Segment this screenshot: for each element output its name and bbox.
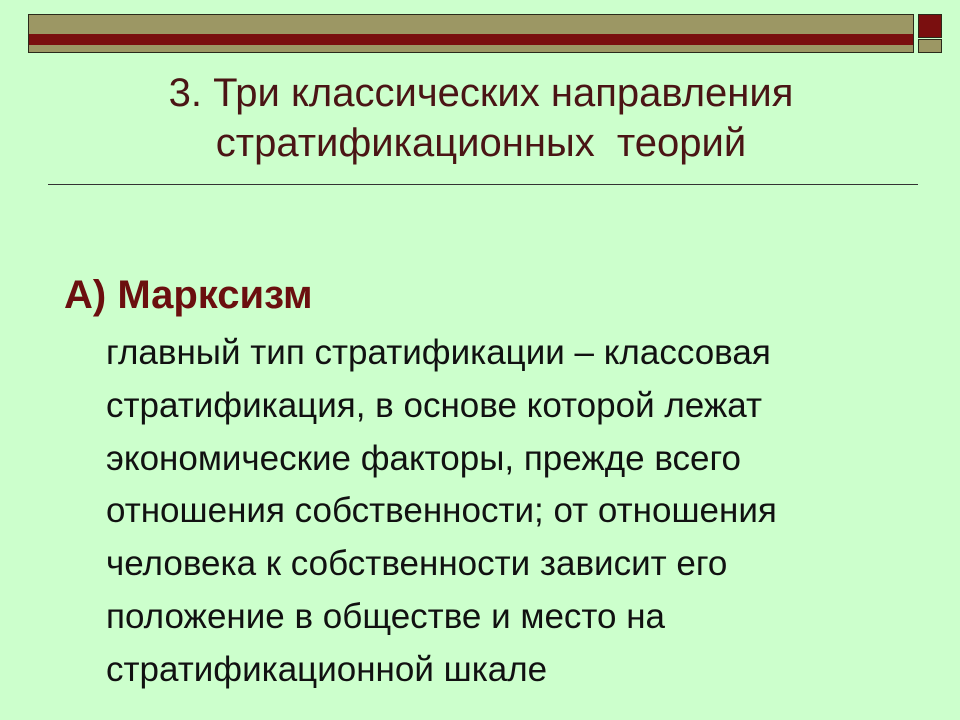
body-line: стратификационной шкале <box>106 649 548 689</box>
body-line: главный тип стратификации – классовая <box>106 333 771 372</box>
body-line: отношения собственности; от отношения <box>106 491 777 531</box>
body-line: стратификация, в основе которой лежат <box>106 385 762 425</box>
corner-red-square <box>918 14 942 38</box>
title-line-1: 3. Три классических направления <box>168 71 794 115</box>
band-red-stripe <box>29 34 913 45</box>
body-paragraph <box>106 327 896 697</box>
corner-olive-square <box>918 39 942 53</box>
body-line: экономические факторы, прежде всего <box>106 438 741 478</box>
slide-title <box>48 68 914 168</box>
body-line: человека к собственности зависит его <box>106 544 728 584</box>
body-line: положение в обществе и место на <box>106 596 666 636</box>
top-decorative-band <box>28 14 914 53</box>
title-divider <box>48 184 918 185</box>
title-line-2: стратификационных теорий <box>215 121 747 165</box>
section-heading: А) Марксизм <box>64 273 313 317</box>
